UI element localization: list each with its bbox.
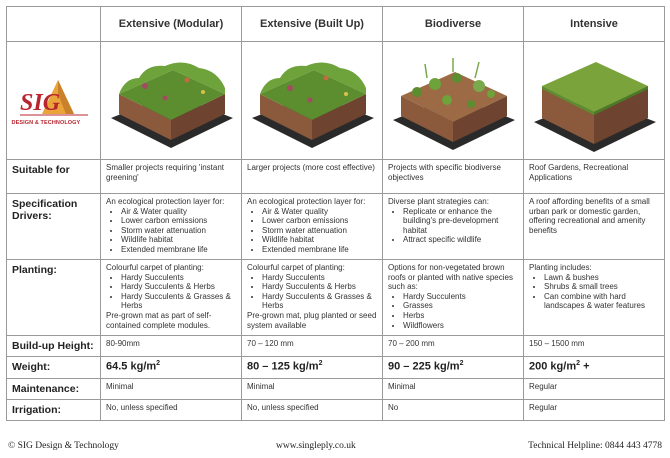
- planting-list: [247, 273, 377, 311]
- drivers-intro: An ecological protection layer for:: [106, 197, 225, 206]
- row-weight: [7, 357, 665, 379]
- list-item: • Herbs: [403, 311, 518, 321]
- extensive-built-up-roof-image: [246, 48, 378, 154]
- list-item: • Hardy Succulents: [121, 273, 236, 283]
- row-label-suitable-for: Suitable for: [7, 160, 101, 194]
- list-item: • Wildflowers: [403, 321, 518, 331]
- logo-tagline: DESIGN & TECHNOLOGY: [11, 119, 81, 126]
- header-biodiverse: Biodiverse: [383, 7, 524, 42]
- list-item: • Wildlife habitat: [121, 235, 236, 245]
- list-item: • Attract specific wildlife: [403, 235, 518, 245]
- sig-logo-mark-icon: [12, 76, 96, 120]
- svg-text:SIG: SIG: [19, 89, 60, 116]
- row-label-specification-drivers: Specification Drivers:: [7, 194, 101, 260]
- header-row: [7, 7, 665, 42]
- list-item: • Hardy Succulents & Herbs: [121, 282, 236, 292]
- list-item: • Shrubs & small trees: [544, 282, 659, 292]
- corner-cell: [7, 7, 101, 42]
- cell-buildup-modular: 80-90mm: [101, 336, 242, 357]
- drivers-list: [388, 207, 518, 245]
- logo-cell: [7, 42, 101, 160]
- list-item: • Hardy Succulents: [262, 273, 377, 283]
- footer-website-link[interactable]: www.singleply.co.uk: [276, 441, 356, 451]
- cell-irrigation-modular: No, unless specified: [101, 400, 242, 421]
- list-item: • Lower carbon emissions: [121, 216, 236, 226]
- cell-maintenance-modular: Minimal: [101, 379, 242, 400]
- list-item: • Can combine with hard landscapes & water features: [544, 292, 659, 311]
- row-planting: [7, 260, 665, 336]
- cell-weight-intensive: 200 $kg/m^2$ +: [524, 357, 665, 379]
- cell-drivers-biodiverse: [383, 194, 524, 260]
- extensive-modular-image-cell: [101, 42, 242, 160]
- cell-suitable-modular: Smaller projects requiring 'instant greening': [101, 160, 242, 194]
- cell-drivers-built-up: [242, 194, 383, 260]
- cell-weight-modular: 64.5 $kg/m^2$: [101, 357, 242, 379]
- planting-intro: Colourful carpet of planting:: [106, 263, 204, 272]
- cell-buildup-built-up: 70 – 120 mm: [242, 336, 383, 357]
- list-item: • Extended membrane life: [262, 245, 377, 255]
- cell-maintenance-intensive: Regular: [524, 379, 665, 400]
- planting-intro: Colourful carpet of planting:: [247, 263, 345, 272]
- list-item: • Grasses: [403, 301, 518, 311]
- drivers-list: [106, 207, 236, 255]
- list-item: • Air & Water quality: [121, 207, 236, 217]
- image-row: [7, 42, 665, 160]
- page-footer: [6, 439, 664, 455]
- list-item: • Extended membrane life: [121, 245, 236, 255]
- planting-list: [529, 273, 659, 311]
- drivers-intro: An ecological protection layer for:: [247, 197, 366, 206]
- cell-planting-intensive: [524, 260, 665, 336]
- header-extensive-built-up: Extensive (Built Up): [242, 7, 383, 42]
- row-irrigation: [7, 400, 665, 421]
- cell-suitable-biodiverse: Projects with specific biodiverse objectives: [383, 160, 524, 194]
- list-item: • Lower carbon emissions: [262, 216, 377, 226]
- cell-irrigation-biodiverse: No: [383, 400, 524, 421]
- extensive-modular-roof-image: [105, 48, 237, 154]
- extensive-built-up-image-cell: [242, 42, 383, 160]
- cell-weight-biodiverse: 90 – 225 $kg/m^2$: [383, 357, 524, 379]
- row-label-build-up-height: Build-up Height:: [7, 336, 101, 357]
- drivers-intro: Diverse plant strategies can:: [388, 197, 489, 206]
- drivers-intro: A roof affording benefits of a small urban park or domestic garden, offering recreational and amenity benefits: [529, 197, 650, 235]
- cell-planting-biodiverse: [383, 260, 524, 336]
- list-item: • Storm water attenuation: [121, 226, 236, 236]
- cell-maintenance-biodiverse: Minimal: [383, 379, 524, 400]
- cell-suitable-built-up: Larger projects (more cost effective): [242, 160, 383, 194]
- footer-helpline: Technical Helpline: 0844 443 4778: [528, 441, 662, 451]
- cell-weight-built-up: 80 – 125 $kg/m^2$: [242, 357, 383, 379]
- cell-drivers-intensive: [524, 194, 665, 260]
- row-label-irrigation: Irrigation:: [7, 400, 101, 421]
- sig-logo: [12, 76, 96, 126]
- cell-buildup-intensive: 150 – 1500 mm: [524, 336, 665, 357]
- planting-list: [388, 292, 518, 330]
- planting-intro: Options for non-vegetated brown roofs or planted with native species such as:: [388, 263, 513, 292]
- row-label-maintenance: Maintenance:: [7, 379, 101, 400]
- cell-irrigation-intensive: Regular: [524, 400, 665, 421]
- row-build-up-height: [7, 336, 665, 357]
- cell-drivers-modular: [101, 194, 242, 260]
- list-item: • Hardy Succulents & Grasses & Herbs: [121, 292, 236, 311]
- row-label-planting: Planting:: [7, 260, 101, 336]
- planting-list: [106, 273, 236, 311]
- intensive-roof-image: [528, 48, 660, 154]
- list-item: • Storm water attenuation: [262, 226, 377, 236]
- intensive-image-cell: [524, 42, 665, 160]
- drivers-list: [247, 207, 377, 255]
- row-label-weight: Weight:: [7, 357, 101, 379]
- list-item: • Hardy Succulents: [403, 292, 518, 302]
- row-suitable-for: [7, 160, 665, 194]
- biodiverse-roof-image: [387, 48, 519, 154]
- cell-maintenance-built-up: Minimal: [242, 379, 383, 400]
- biodiverse-image-cell: [383, 42, 524, 160]
- row-specification-drivers: [7, 194, 665, 260]
- list-item: • Replicate or enhance the building's pre-development habitat: [403, 207, 518, 236]
- planting-outro: Pre-grown mat as part of self-contained complete modules.: [106, 310, 212, 330]
- header-intensive: Intensive: [524, 7, 665, 42]
- planting-outro: Pre-grown mat, plug planted or seed system available: [247, 310, 377, 330]
- list-item: • Lawn & bushes: [544, 273, 659, 283]
- list-item: • Wildlife habitat: [262, 235, 377, 245]
- planting-intro: Planting includes:: [529, 263, 592, 272]
- list-item: • Hardy Succulents & Herbs: [262, 282, 377, 292]
- cell-planting-built-up: [242, 260, 383, 336]
- cell-buildup-biodiverse: 70 – 200 mm: [383, 336, 524, 357]
- cell-irrigation-built-up: No, unless specified: [242, 400, 383, 421]
- cell-planting-modular: [101, 260, 242, 336]
- header-extensive-modular: Extensive (Modular): [101, 7, 242, 42]
- green-roof-comparison-table: [6, 6, 665, 421]
- cell-suitable-intensive: Roof Gardens, Recreational Applications: [524, 160, 665, 194]
- list-item: • Hardy Succulents & Grasses & Herbs: [262, 292, 377, 311]
- row-maintenance: [7, 379, 665, 400]
- list-item: • Air & Water quality: [262, 207, 377, 217]
- footer-copyright: © SIG Design & Technology: [8, 441, 119, 451]
